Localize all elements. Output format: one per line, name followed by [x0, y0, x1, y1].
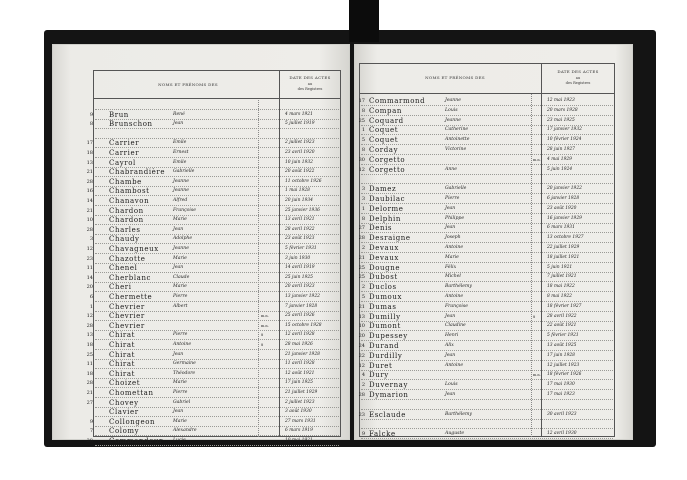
- entry-given-name: Albert: [173, 303, 188, 309]
- entry-number: 11: [86, 265, 93, 272]
- entry-date: 4 mai 1929: [547, 156, 572, 162]
- entry-surname: Duclos: [369, 283, 397, 292]
- entry-surname: Charles: [109, 225, 141, 234]
- entry-date: 21 juillet 1929: [285, 390, 318, 395]
- entry-given-name: Jean: [445, 225, 456, 231]
- right-dates-sub2: des Registres: [565, 81, 591, 85]
- entry-date: 6 mars 1919: [285, 428, 313, 434]
- entry-date: 28 mai 1926: [285, 342, 313, 347]
- entry-surname: Duret: [369, 361, 393, 370]
- entry-surname: Dumilly: [369, 312, 401, 321]
- entry-surname: Duvernay: [369, 381, 409, 390]
- entry-given-name: Jeanne: [173, 188, 189, 194]
- entry-date: 13 août 1925: [547, 343, 577, 348]
- entry-date: 17 janvier 1932: [547, 127, 582, 133]
- entry-surname: Chavagneux: [109, 245, 159, 253]
- entry-number: 7: [89, 428, 93, 435]
- entry-given-name: Pierre: [445, 196, 460, 201]
- entry-number: 22: [358, 352, 365, 359]
- entry-given-name: Germaine: [173, 361, 196, 367]
- entry-given-name: Jean: [173, 226, 184, 232]
- entry-number: 28: [86, 322, 93, 329]
- entry-number: 14: [86, 198, 93, 204]
- entry-number: 1: [361, 205, 365, 212]
- entry-date: 13 janvier 1922: [285, 294, 320, 299]
- entry-surname: Choizet: [109, 379, 141, 388]
- entry-given-name: Lucie: [173, 438, 186, 443]
- entry-given-name: Jeanne: [173, 178, 189, 184]
- right-dates-header: DATE DES ACTES: [557, 69, 599, 74]
- entry-date: 5 février 1931: [285, 246, 317, 251]
- entry-surname: Chirat: [109, 350, 136, 359]
- entry-date: 10 juin 1932: [285, 159, 313, 165]
- entry-number: 25: [86, 351, 93, 358]
- entry-surname: Dury: [369, 371, 389, 380]
- entry-number: 5: [361, 294, 365, 300]
- entry-mark: m.n.: [261, 314, 269, 319]
- entry-given-name: Marie: [173, 217, 187, 223]
- entry-given-name: Antoine: [445, 294, 464, 299]
- entry-date: 14 avril 1919: [285, 265, 315, 271]
- entry-date: 25 janvier 1936: [285, 207, 320, 213]
- entry-given-name: Catherine: [445, 127, 469, 133]
- entry-surname: Corgetto: [369, 165, 406, 174]
- entry-mark: m.n.: [533, 373, 541, 378]
- entry-surname: Esclaude: [369, 410, 406, 419]
- entry-number: 13: [86, 332, 93, 339]
- entry-number: 12: [358, 362, 365, 369]
- entry-date: 18 février 1926: [547, 372, 582, 378]
- entry-surname: Colomy: [109, 427, 140, 436]
- entry-date: 15 octobre 1928: [285, 322, 322, 328]
- entry-surname: Chevrier: [109, 302, 145, 311]
- entry-number: 21: [86, 169, 93, 176]
- entry-date: 27 mars 1931: [285, 418, 316, 424]
- entry-given-name: Jean: [445, 352, 456, 358]
- entry-given-name: Joseph: [445, 235, 461, 241]
- entry-number: 27: [358, 225, 365, 232]
- entry-surname: Cheri: [109, 283, 132, 292]
- entry-date: 23 août 1923: [285, 236, 315, 242]
- entry-number: 5: [361, 137, 365, 144]
- entry-date: 20 mars 1928: [547, 107, 578, 113]
- entry-surname: Chirat: [109, 369, 136, 378]
- entry-surname: Clavier: [109, 408, 139, 417]
- entry-surname: Damez: [369, 185, 397, 194]
- entry-date: 7 janvier 1928: [285, 303, 318, 309]
- entry-surname: Chirat: [109, 341, 136, 349]
- entry-number: 17: [358, 98, 365, 104]
- entry-given-name: Claude: [173, 274, 190, 280]
- entry-number: 13: [86, 159, 93, 166]
- entry-surname: Devaux: [369, 253, 399, 262]
- entry-number: 2: [361, 284, 365, 291]
- entry-date: 18 mai 1922: [547, 284, 575, 290]
- entry-given-name: Jean: [173, 265, 184, 271]
- entry-given-name: Jean: [445, 392, 456, 397]
- entry-given-name: Félix: [445, 264, 457, 270]
- entry-given-name: Antoine: [445, 245, 464, 250]
- entry-given-name: Alix: [445, 343, 454, 348]
- entry-date: 5 juin 1921: [547, 264, 573, 270]
- entry-number: 2: [361, 382, 365, 389]
- entry-date: 20 juin 1934: [285, 198, 313, 203]
- entry-date: 30 avril 1923: [547, 411, 577, 417]
- entry-date: 12 août 1921: [285, 370, 315, 376]
- entry-date: 11 octobre 1926: [285, 178, 322, 184]
- entry-surname: Commandeur: [109, 437, 164, 445]
- entry-number: 8: [361, 107, 365, 114]
- entry-surname: Chaudy: [109, 235, 140, 244]
- entry-date: 17 juin 1925: [285, 380, 313, 386]
- entry-given-name: Marie: [173, 284, 187, 290]
- entry-number: 18: [86, 370, 93, 377]
- entry-surname: Chovey: [109, 398, 139, 407]
- entry-mark: 8: [261, 333, 264, 338]
- right-header-line: [359, 93, 615, 94]
- entry-date: 20 août 1922: [285, 169, 315, 175]
- entry-surname: Chazotte: [109, 254, 146, 263]
- entry-number: 23: [86, 255, 93, 262]
- entry-number: 25: [358, 274, 365, 281]
- entry-date: 25 juin 1925: [285, 274, 313, 280]
- entry-number: 28: [86, 380, 93, 387]
- entry-surname: Durdilly: [369, 351, 403, 360]
- entry-date: 11 avril 1928: [285, 361, 315, 367]
- entry-mark: 8: [533, 314, 536, 319]
- entry-date: 6 janvier 1928: [547, 196, 580, 201]
- entry-given-name: Marie: [173, 380, 187, 386]
- entry-number: 14: [86, 274, 93, 281]
- entry-surname: Carrier: [109, 139, 140, 148]
- entry-number: 3: [89, 236, 93, 243]
- entry-number: 4: [361, 372, 365, 379]
- entry-number: 10: [86, 217, 93, 224]
- entry-given-name: Claudine: [445, 323, 466, 329]
- entry-date: 17 mai 1923: [547, 392, 575, 397]
- entry-mark: 8: [261, 343, 264, 347]
- entry-given-name: Pierre: [173, 332, 188, 338]
- entry-surname: Daubilac: [369, 195, 406, 203]
- entry-surname: Dupessey: [369, 332, 408, 341]
- entry-given-name: Gabriel: [173, 399, 191, 405]
- entry-given-name: Auguste: [445, 431, 465, 437]
- entry-number: 30: [358, 156, 365, 163]
- entry-number: 20: [86, 284, 93, 291]
- entry-surname: Coquet: [369, 136, 399, 145]
- entry-surname: Falcke: [369, 430, 396, 439]
- entry-date: 18 juillet 1921: [547, 254, 580, 260]
- entry-given-name: Françoise: [445, 303, 468, 309]
- left-names-header: NOMS ET PRÉNOMS DES: [158, 82, 218, 87]
- entry-given-name: Michel: [445, 274, 461, 280]
- entry-date: 5 février 1921: [547, 333, 579, 339]
- entry-given-name: Louis: [445, 382, 458, 388]
- entry-date: 17 mai 1930: [547, 382, 575, 388]
- entry-given-name: Jean: [173, 351, 184, 357]
- entry-date: 13 octobre 1927: [547, 235, 584, 241]
- entry-number: 20: [358, 333, 365, 340]
- entry-number: 12: [86, 246, 93, 252]
- entry-surname: Desraigne: [369, 234, 411, 243]
- left-dates-header: DATE DES ACTES: [289, 75, 331, 80]
- entry-surname: Chanavon: [109, 197, 150, 205]
- entry-number: 2: [361, 245, 365, 251]
- entry-given-name: Gabrielle: [445, 186, 467, 192]
- entry-date: 20 janvier 1922: [547, 186, 582, 192]
- entry-number: 21: [358, 254, 365, 261]
- entry-given-name: Pierre: [173, 390, 188, 395]
- entry-given-name: Alfred: [173, 198, 188, 203]
- entry-date: 22 juillet 1929: [547, 245, 580, 250]
- entry-number: 28: [86, 178, 93, 185]
- entry-surname: Denis: [369, 224, 393, 233]
- entry-surname: Chevrier: [109, 321, 145, 330]
- entry-date: 6 mars 1931: [547, 225, 575, 231]
- entry-number: 9: [361, 431, 365, 438]
- entry-surname: Chambost: [109, 187, 150, 196]
- entry-number: 28: [86, 438, 93, 444]
- entry-number: 8: [89, 121, 93, 128]
- entry-surname: Dumont: [369, 322, 401, 331]
- entry-surname: Delorme: [369, 204, 404, 213]
- entry-mark: m.n.: [533, 157, 541, 162]
- entry-surname: Dubost: [369, 273, 398, 282]
- register-entry: [355, 429, 632, 440]
- entry-number: 17: [86, 140, 93, 147]
- entry-given-name: Jean: [173, 409, 184, 415]
- entry-number: 3: [361, 196, 365, 202]
- left-dates-sub1: au: [307, 82, 313, 86]
- entry-surname: Collongeon: [109, 417, 156, 426]
- entry-given-name: Antoinette: [445, 137, 470, 143]
- entry-date: 12 mai 1923: [547, 98, 575, 103]
- entry-date: 7 juillet 1921: [547, 274, 577, 280]
- entry-number: 28: [358, 392, 365, 398]
- entry-number: 8: [361, 147, 365, 153]
- entry-date: 2 juillet 1923: [285, 399, 315, 405]
- entry-date: 21 janvier 1928: [285, 351, 320, 357]
- entry-given-name: Théodore: [173, 370, 196, 376]
- entry-date: 23 avril 1920: [285, 150, 315, 155]
- entry-given-name: René: [173, 111, 185, 117]
- entry-number: 1: [89, 303, 93, 310]
- entry-date: 8 mai 1922: [547, 294, 572, 299]
- entry-surname: Chermette: [109, 293, 153, 301]
- entry-given-name: Jean: [445, 313, 456, 319]
- entry-number: 18: [86, 150, 93, 156]
- entry-given-name: Jeanne: [445, 117, 461, 123]
- entry-date: 17 juin 1928: [547, 352, 575, 358]
- right-dates-sub1: au: [575, 76, 581, 80]
- entry-surname: Chardon: [109, 206, 144, 215]
- entry-surname: Cayrol: [109, 158, 136, 167]
- entry-date: 12 juillet 1923: [547, 362, 580, 368]
- entry-surname: Corgetto: [369, 155, 406, 164]
- entry-surname: Chenel: [109, 264, 138, 273]
- entry-surname: Chevrier: [109, 312, 145, 321]
- entry-given-name: Pierre: [173, 294, 188, 299]
- entry-number: 1: [361, 127, 365, 134]
- entry-surname: Compan: [369, 106, 402, 115]
- entry-number: 21: [358, 303, 365, 310]
- entry-surname: Durand: [369, 342, 400, 350]
- right-names-header: NOMS ET PRÉNOMS DES: [425, 75, 485, 80]
- entry-number: 27: [86, 399, 93, 406]
- entry-number: 21: [86, 207, 93, 214]
- entry-given-name: Adolphe: [173, 236, 193, 242]
- entry-surname: Corday: [369, 146, 399, 154]
- right-page: [354, 44, 633, 440]
- entry-date: 13 avril 1921: [285, 217, 315, 223]
- entry-date: 2 juillet 1923: [285, 140, 315, 146]
- entry-number: 12: [86, 313, 93, 320]
- entry-number: 28: [358, 235, 365, 242]
- entry-given-name: Barthélemy: [445, 411, 472, 417]
- entry-surname: Brunschon: [109, 120, 153, 129]
- entry-given-name: Jean: [173, 121, 184, 127]
- entry-date: 18 février 1927: [547, 303, 582, 309]
- entry-surname: Dumas: [369, 302, 397, 311]
- spine-shadow: [349, 0, 379, 42]
- left-page: [52, 44, 350, 445]
- entry-surname: Chambe: [109, 177, 142, 186]
- entry-surname: Dumoux: [369, 293, 403, 301]
- entry-surname: Coquard: [369, 116, 404, 125]
- entry-surname: Coquet: [369, 126, 399, 135]
- entry-given-name: Gabrielle: [173, 169, 195, 175]
- entry-date: 5 juillet 1919: [285, 121, 315, 127]
- entry-number: 3: [361, 186, 365, 193]
- entry-number: 24: [358, 343, 365, 349]
- entry-number: 25: [358, 117, 365, 124]
- entry-date: 10 mai 1921: [285, 438, 313, 443]
- entry-surname: Dymarion: [369, 391, 409, 399]
- entry-given-name: Alexandre: [173, 428, 197, 434]
- entry-number: 28: [86, 226, 93, 233]
- entry-date: 16 janvier 1929: [547, 215, 582, 221]
- entry-surname: Cherblanc: [109, 273, 152, 282]
- entry-surname: Devaux: [369, 244, 399, 252]
- entry-number: 12: [358, 166, 365, 173]
- entry-number: 21: [86, 390, 93, 396]
- entry-date: 23 août 1920: [547, 205, 577, 211]
- entry-date: 3 août 1930: [285, 409, 312, 415]
- entry-number: 11: [86, 361, 93, 368]
- entry-given-name: Henri: [445, 333, 459, 339]
- entry-given-name: Ernest: [173, 150, 189, 155]
- entry-date: 4 mars 1921: [285, 111, 313, 117]
- entry-given-name: Emile: [173, 140, 187, 146]
- entry-surname: Chardon: [109, 216, 144, 225]
- entry-mark: m.n.: [261, 323, 269, 328]
- entry-given-name: Anne: [445, 166, 457, 172]
- entry-date: 5 juin 1924: [547, 166, 573, 172]
- entry-number: 13: [358, 313, 365, 320]
- entry-number: 10: [358, 323, 365, 330]
- entry-surname: Delphin: [369, 214, 401, 223]
- entry-given-name: Barthélemy: [445, 284, 472, 290]
- entry-date: 28 juin 1927: [547, 147, 575, 152]
- entry-given-name: Jeanne: [445, 98, 461, 103]
- entry-surname: Brun: [109, 110, 129, 119]
- left-dates-sub2: des Registres: [297, 87, 323, 91]
- entry-given-name: Emile: [173, 159, 187, 165]
- entry-date: 28 avril 1922: [285, 226, 315, 232]
- entry-surname: Chomettan: [109, 389, 154, 397]
- entry-number: 9: [89, 111, 93, 118]
- entry-given-name: Marie: [445, 254, 459, 260]
- entry-date: 12 avril 1928: [285, 332, 315, 338]
- entry-number: 25: [358, 264, 365, 271]
- register-entry: [53, 436, 349, 447]
- entry-surname: Commarmond: [369, 97, 426, 105]
- entry-surname: Carrier: [109, 149, 140, 157]
- entry-date: 28 avril 1922: [547, 313, 577, 319]
- entry-date: 1 mai 1928: [285, 188, 310, 194]
- entry-number: 9: [89, 418, 93, 425]
- entry-given-name: Louis: [445, 107, 458, 113]
- entry-given-name: Jean: [445, 205, 456, 211]
- entry-surname: Dougne: [369, 263, 401, 272]
- left-header-line: [93, 98, 341, 99]
- entry-date: 3 juin 1930: [285, 255, 311, 261]
- entry-given-name: Jeanne: [173, 246, 189, 251]
- entry-given-name: Marie: [173, 255, 187, 261]
- entry-number: 6: [89, 294, 93, 300]
- entry-given-name: Antoine: [173, 342, 192, 347]
- entry-number: 23: [358, 411, 365, 418]
- entry-date: 10 février 1924: [547, 137, 582, 143]
- entry-surname: Chabrandière: [109, 168, 166, 177]
- entry-given-name: Marie: [173, 418, 187, 424]
- entry-given-name: Philippe: [445, 215, 465, 221]
- entry-date: 20 avril 1923: [285, 284, 315, 290]
- entry-date: 25 avril 1926: [285, 313, 315, 319]
- entry-given-name: Françoise: [173, 207, 196, 213]
- entry-number: 18: [86, 342, 93, 348]
- entry-number: 16: [86, 188, 93, 195]
- entry-given-name: Victorine: [445, 147, 467, 152]
- entry-date: 12 avril 1930: [547, 431, 577, 437]
- entry-surname: Chirat: [109, 360, 136, 369]
- entry-given-name: Antoine: [445, 362, 464, 368]
- entry-number: 8: [361, 215, 365, 222]
- entry-date: 23 mai 1925: [547, 117, 575, 123]
- entry-date: 22 août 1921: [547, 323, 577, 329]
- entry-surname: Chirat: [109, 331, 136, 340]
